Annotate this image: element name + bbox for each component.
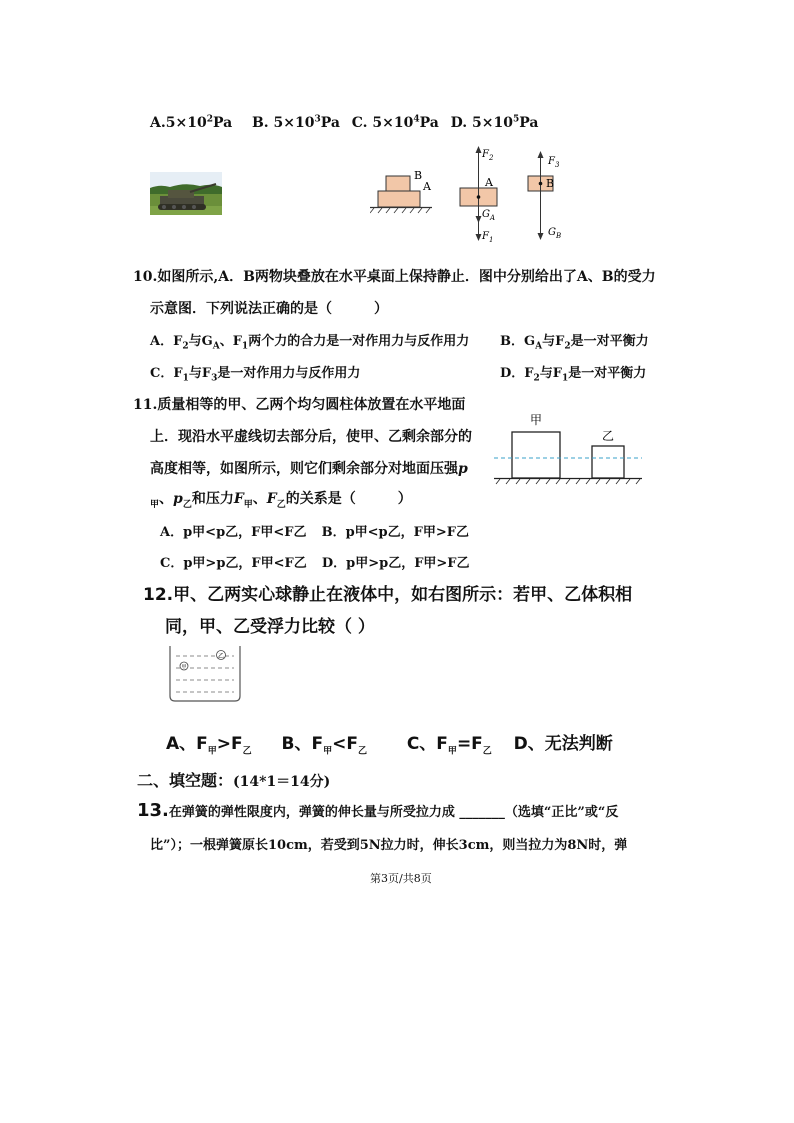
cylinder-jia-label: 甲 xyxy=(530,413,543,427)
q13-number: 13. xyxy=(137,800,169,821)
section-title: 二、填空题： xyxy=(137,771,234,790)
block-a xyxy=(378,191,420,207)
q13-line1: 13.在弹簧的弹性限度内，弹簧的伸长量与所受拉力成 _______（选填“正比”或“反 xyxy=(137,800,619,821)
q11-option-d: D．p甲>p乙，F甲>F乙 xyxy=(321,556,470,571)
svg-text:F3: $F_3$ xyxy=(548,156,560,169)
cylinders-figure xyxy=(490,410,650,490)
q12-stem-line2: 同，甲、乙受浮力比较（ ） xyxy=(165,617,375,637)
q9-option-c: C. $5\times 10^4Pa$ xyxy=(351,114,439,131)
q12-option-c: C、$F_甲=F_乙$ xyxy=(406,734,492,757)
q11-stem-line4: $_甲$、$p_乙$和压力$F_甲$、$F_乙$的关系是（ ） xyxy=(150,491,412,510)
tank-photo xyxy=(150,172,222,215)
q10-option-a: A．$F_2$与$G_A$、$F_1$两个力的合力是一对作用力与反作用力 xyxy=(150,334,470,352)
svg-text:F1: $F_1$ xyxy=(482,231,494,243)
cylinder-jia xyxy=(512,432,560,478)
q9-option-a: $A.5\times 10^2Pa$ xyxy=(150,114,233,131)
q12-options xyxy=(166,729,613,756)
q13-line2: 比”）；一根弹簧原长10cm，若受到5N拉力时，伸长3cm，则当拉力为8N时，弹 xyxy=(150,838,628,853)
q11-option-b: B．p甲<p乙，F甲>F乙 xyxy=(321,525,469,540)
cylinder-yi xyxy=(592,446,624,478)
section-score: (14*1＝14分) xyxy=(233,774,331,790)
q11-options-row1 xyxy=(160,521,469,540)
q12-option-d: D、无法判断 xyxy=(513,734,613,754)
q10-stem-line1: 10.如图所示,A．B两物块叠放在水平桌面上保持静止．图中分别给出了A、B的受力 xyxy=(133,269,656,285)
q12-option-b: B、$F_甲<F_乙$ xyxy=(281,734,367,757)
label-a: A xyxy=(423,180,431,193)
stacked-blocks-figure xyxy=(370,168,440,216)
q9-option-d: D. $5\times 10^5Pa$ xyxy=(450,114,539,131)
svg-text:F2: $F_2$ xyxy=(482,149,494,162)
label-b-diagram: B xyxy=(546,177,555,190)
q10-option-d: D．$F_2$与$F_1$是一对平衡力 xyxy=(500,366,647,384)
q10-option-c: C．$F_1$与$F_3$是一对作用力与反作用力 xyxy=(150,366,361,384)
block-b xyxy=(386,176,410,191)
q11-option-a: A．p甲<p乙，F甲<F乙 xyxy=(160,525,307,540)
force-diagram-a xyxy=(455,143,515,243)
svg-text:乙: 乙 xyxy=(218,653,225,660)
page-number: 第3页/共8页 xyxy=(370,872,432,885)
q9-option-b: B. $5\times 10^3Pa$ xyxy=(251,114,340,131)
cylinder-yi-label: 乙 xyxy=(602,429,615,443)
q11-options-row2 xyxy=(160,552,470,571)
q10-option-b: B．$G_A$与$F_2$是一对平衡力 xyxy=(500,334,649,352)
section-heading xyxy=(137,768,330,791)
q11-stem-line3: 高度相等，如图所示，则它们剩余部分对地面压强p xyxy=(150,461,468,477)
q9-options xyxy=(150,114,538,131)
q10-stem-line2: 示意图．下列说法正确的是（ ） xyxy=(150,301,388,317)
q11-option-c: C．p甲>p乙，F甲<F乙 xyxy=(160,556,307,571)
svg-text:GA: $G_A$ xyxy=(482,209,496,222)
q11-stem-line2: 上．现沿水平虚线切去部分后，使甲、乙剩余部分的 xyxy=(150,429,472,445)
svg-text:GB: $G_B$ xyxy=(548,227,562,240)
svg-text:甲: 甲 xyxy=(181,664,187,671)
force-diagram-b xyxy=(524,150,574,245)
label-a-diagram: A xyxy=(485,176,493,189)
label-b: B xyxy=(414,169,423,182)
q12-option-a: A、$F_甲>F_乙$ xyxy=(166,734,252,757)
q11-stem-line1: 11.质量相等的甲、乙两个均匀圆柱体放置在水平地面 xyxy=(133,397,466,413)
beaker-figure xyxy=(166,644,244,704)
q12-stem-line1: 12.甲、乙两实心球静止在液体中，如右图所示：若甲、乙体积相 xyxy=(143,585,633,605)
